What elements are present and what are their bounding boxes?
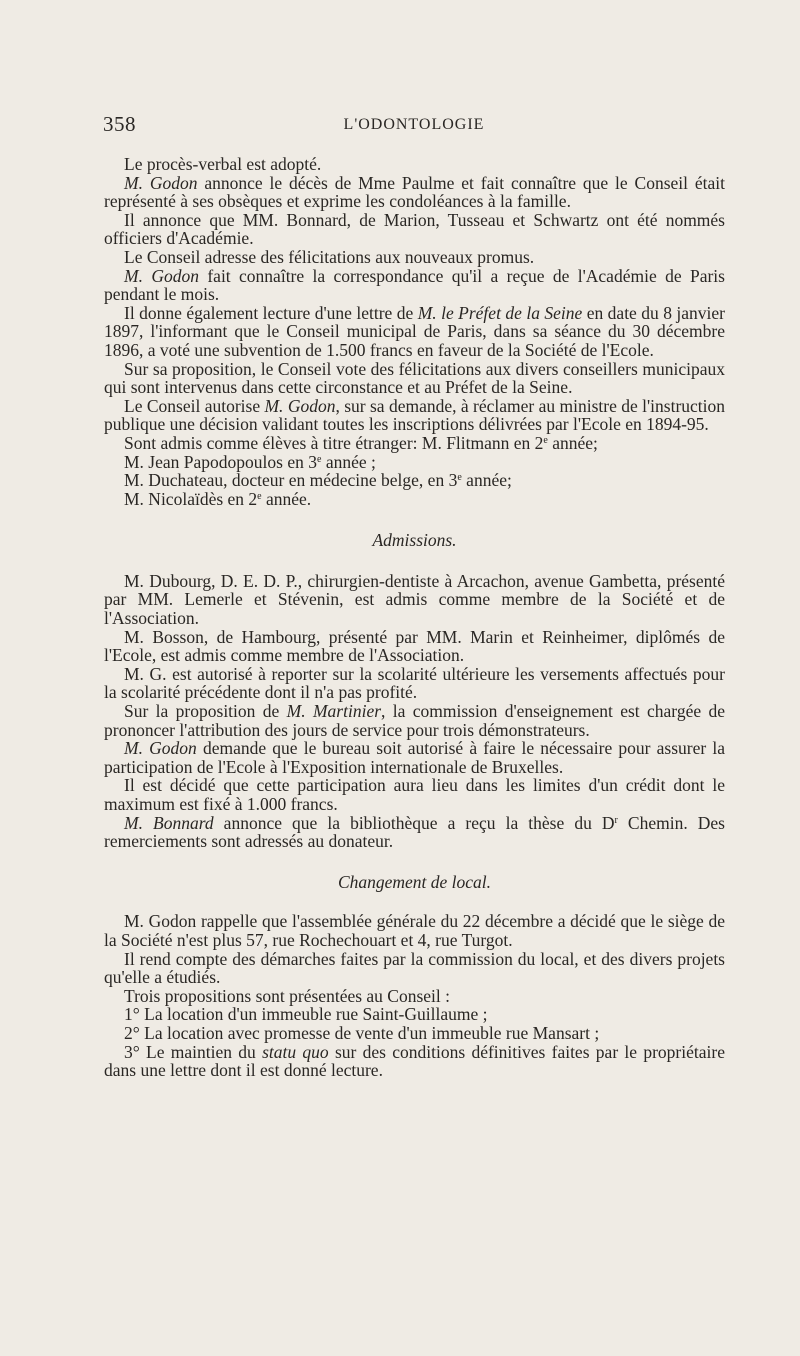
paragraph: M. Bonnard annonce que la bibliothèque a reçu la thèse du $D^r$ Chemin. Des remerciements sont adressés au donateur. bbox=[104, 812, 725, 852]
paragraph: M. Duchateau, docteur en médecine belge, en 3e année; bbox=[124, 470, 512, 491]
paragraph: Sur sa proposition, le Conseil vote des félicitations aux divers conseillers municipaux qui sont intervenus dans cette circonstance et au Préfet de la Seine. bbox=[104, 358, 725, 398]
paragraph: 2° La location avec promesse de vente d'un immeuble rue Mansart ; bbox=[124, 1022, 600, 1043]
paragraph: M. Nicolaïdès en 2e année. bbox=[124, 488, 312, 509]
paragraph: M. Godon demande que le bureau soit autorisé à faire le nécessaire pour assurer la participation de l'Ecole à l'Exposition internationale de Bruxelles. bbox=[104, 738, 725, 777]
paragraph: 3° Le maintien du statu quo sur des conditions définitives faites par le propriétaire dans une lettre dont il est donné lecture. bbox=[104, 1041, 725, 1081]
paragraph: Sur la proposition de M. Martinier, la commission d'enseignement est chargée de prononcer l'attribution des jours de service pour trois démonstrateurs. bbox=[104, 701, 725, 740]
paragraph: M. Bosson, de Hambourg, présenté par MM. Marin et Reinheimer, diplômés de l'Ecole, est admis comme membre de l'Association. bbox=[104, 626, 725, 666]
section-heading-changement-de-local: Changement de local. bbox=[337, 871, 492, 892]
paragraph: Le Conseil autorise M. Godon, sur sa demande, à réclamer au ministre de l'instruction publique une décision validant toutes les inscriptions délivrées par l'Ecole en 1894-95. bbox=[104, 395, 726, 435]
paragraph: Trois propositions sont présentées au Conseil : bbox=[124, 985, 451, 1006]
paragraph: Il rend compte des démarches faites par la commission du local, et des divers projets qu'elle a étudiés. bbox=[104, 948, 725, 988]
page-header bbox=[103, 112, 725, 140]
paragraph: Il annonce que MM. Bonnard, de Marion, Tusseau et Schwartz ont été nommés officiers d'Académie. bbox=[104, 209, 725, 249]
paragraph: Il donne également lecture d'une lettre de M. le Préfet de la Seine en date du 8 janvier 1897, l'informant que le Conseil municipal de Paris, dans sa séance du 30 décembre 1896, a voté une subvention de 1.500 francs en faveur de la Société de l'Ecole. bbox=[104, 302, 725, 360]
paragraph: Sont admis comme élèves à titre étranger: M. Flitmann en 2e année; bbox=[124, 432, 598, 453]
page-number: 358 bbox=[103, 112, 136, 136]
section-heading-admissions: Admissions. bbox=[372, 530, 457, 551]
paragraph: M. Godon fait connaître la correspondance qu'il a reçue de l'Académie de Paris pendant le mois. bbox=[104, 265, 725, 305]
paragraph: 1° La location d'un immeuble rue Saint-Guillaume ; bbox=[124, 1004, 488, 1025]
paragraph: M. Jean Papodopoulos en 3e année ; bbox=[124, 451, 376, 472]
paragraph: M. G. est autorisé à reporter sur la scolarité ultérieure les versements affectués pour la scolarité précédente dont il n'a pas profité. bbox=[104, 663, 725, 703]
paragraph: Le Conseil adresse des félicitations aux nouveaux promus. bbox=[124, 246, 535, 267]
paragraph: M. Dubourg, D. E. D. P., chirurgien-dentiste à Arcachon, avenue Gambetta, présenté par MM. Lemerle et Stévenin, est admis comme membre de la Société et de l'Association. bbox=[104, 570, 725, 629]
article-body bbox=[104, 155, 725, 1080]
paragraph: M. Godon annonce le décès de Mme Paulme et fait connaître que le Conseil était représenté à ses obsèques et exprime les condoléances à la famille. bbox=[104, 172, 725, 212]
running-title: L'ODONTOLOGIE bbox=[343, 116, 485, 133]
paragraph: Il est décidé que cette participation aura lieu dans les limites d'un crédit dont le maximum est fixé à 1.000 francs. bbox=[104, 775, 725, 814]
paragraph: M. Godon rappelle que l'assemblée générale du 22 décembre a décidé que le siège de la Société n'est plus 57, rue Rochechouart et 4, rue Turgot. bbox=[104, 911, 725, 950]
paragraph: Le procès-verbal est adopté. bbox=[124, 154, 322, 174]
